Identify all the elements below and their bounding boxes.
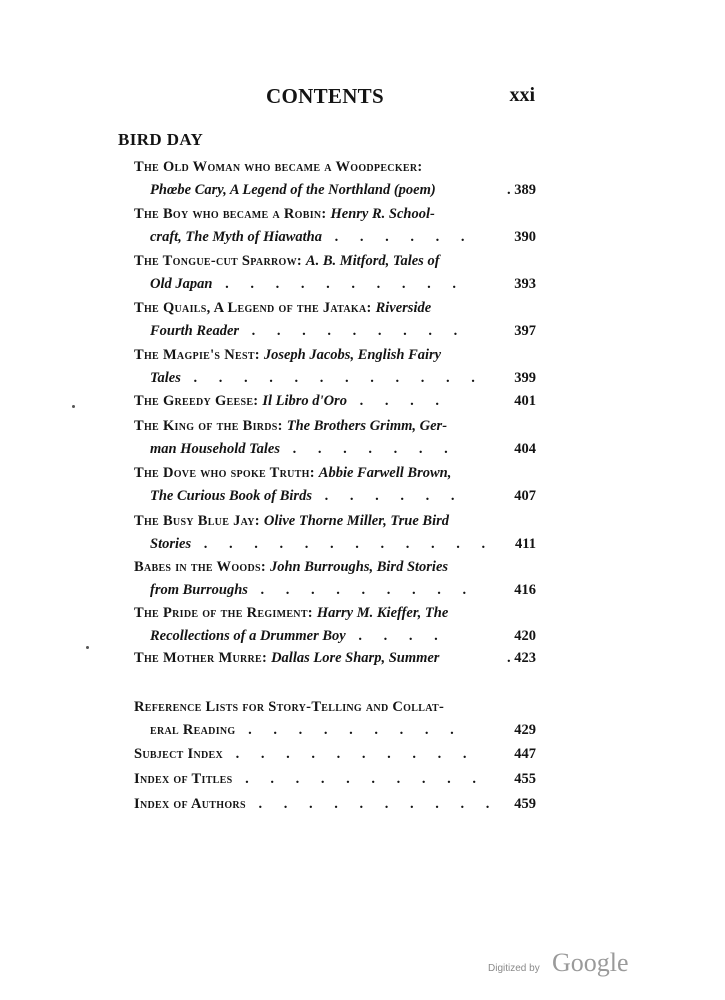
entry-source: Il Libro d'Oro — [262, 393, 347, 409]
page-number: 455 — [510, 768, 536, 791]
page-number: 399 — [510, 367, 536, 390]
toc-entry-line — [134, 297, 536, 320]
entry-title: The Busy Blue Jay: — [134, 513, 264, 529]
page-number: 416 — [510, 579, 536, 602]
entry-title: The Mother Murre: — [134, 650, 272, 666]
page-number: 447 — [510, 743, 536, 766]
entry-title: eral Reading — [150, 722, 236, 738]
toc-entry — [134, 390, 536, 413]
toc-entry-continuation — [134, 579, 536, 602]
leader-dots: . . . . . . — [322, 229, 474, 245]
leader-dots: . . . . . . . . . . — [223, 746, 476, 762]
toc-entry — [134, 768, 536, 791]
toc-entry-line — [134, 556, 536, 579]
entry-source: Henry R. School- — [330, 206, 435, 222]
toc-entry — [134, 793, 536, 816]
toc-entry-line — [134, 250, 536, 273]
entry-title: Reference Lists for Story-Telling and Collat- — [134, 699, 445, 715]
toc-entry-line — [134, 156, 536, 179]
toc-entry-continuation — [134, 179, 536, 202]
running-head-title: CONTENTS — [266, 84, 384, 108]
section-heading: BIRD DAY — [118, 130, 204, 149]
leader-dots: . . . . . . . — [280, 441, 457, 457]
toc-entry — [134, 297, 536, 343]
toc-entry-line — [134, 743, 536, 766]
entry-source: Old Japan — [150, 276, 213, 292]
running-head — [0, 84, 725, 110]
toc-entry — [134, 415, 536, 461]
page-number: 411 — [511, 533, 536, 556]
toc-entry-line — [134, 696, 536, 719]
toc-entry — [134, 510, 536, 556]
leader-dots: . . . . . . . . . — [247, 582, 476, 598]
toc-entry-line — [134, 390, 536, 413]
entry-source: Phœbe Cary, A Legend of the Northland (poem) — [150, 182, 436, 198]
leader-dots: . . . . . . . . . — [235, 722, 463, 738]
toc-entry-line — [134, 602, 536, 625]
page-number: 397 — [510, 320, 536, 343]
toc-entry-line — [134, 415, 536, 438]
toc-entry — [134, 743, 536, 766]
entry-source: John Burroughs, Bird Stories — [269, 559, 449, 575]
page-number: 407 — [510, 485, 536, 508]
leader-dots: . . . . . . . . . — [239, 323, 467, 339]
leader-dots: . . . . . . . . . . — [212, 276, 465, 292]
entry-source: craft, The Myth of Hiawatha — [150, 229, 322, 245]
entry-title: Subject Index — [134, 746, 224, 762]
leader-dots: . . . . . . . . . . — [245, 796, 499, 812]
leader-dots: . . . . — [346, 393, 448, 409]
entry-source: Joseph Jacobs, English Fairy — [263, 347, 442, 363]
entry-title: The Magpie's Nest: — [134, 347, 264, 363]
toc-entry — [134, 250, 536, 296]
entry-title: The Tongue-cut Sparrow: — [134, 253, 306, 269]
toc-entry-continuation — [134, 367, 536, 390]
page-number: 404 — [510, 438, 536, 461]
entry-title: The Boy who became a Robin: — [134, 206, 331, 222]
entry-source: Dallas Lore Sharp, Summer — [271, 650, 440, 666]
entry-title: Index of Authors — [134, 796, 246, 812]
leader-dots: . . . . — [345, 628, 447, 644]
leader-dots: . . . . . . . . . . . . — [180, 370, 484, 386]
digitized-by-google-watermark — [488, 948, 648, 980]
entry-title: Babes in the Woods: — [134, 559, 270, 575]
leader-dots: . . . . . . . . . . . . — [191, 536, 495, 552]
toc-entry-continuation — [134, 226, 536, 249]
entry-source: Recollections of a Drummer Boy — [150, 628, 346, 644]
toc-entry-line — [134, 462, 536, 485]
toc-entry-continuation — [134, 533, 536, 556]
leader-dots: . . . . . . — [311, 488, 464, 504]
scan-speck — [86, 646, 89, 649]
toc-entry-continuation — [134, 273, 536, 296]
toc-entry-line — [134, 510, 536, 533]
toc-entry — [134, 602, 536, 648]
entry-title: The Pride of the Regiment: — [134, 605, 317, 621]
entry-source: Stories — [150, 536, 192, 552]
leader-dots: . . . . . . . . . . — [232, 771, 485, 787]
entry-source: The Curious Book of Birds — [150, 488, 312, 504]
toc-entry — [134, 696, 536, 742]
toc-entry-continuation — [134, 485, 536, 508]
page-number: 393 — [510, 273, 536, 296]
toc-entry-continuation — [134, 719, 536, 742]
page-number: 420 — [510, 625, 536, 648]
entry-title: The King of the Birds: — [134, 418, 287, 434]
toc-entry — [134, 344, 536, 390]
page-number: 401 — [510, 390, 536, 413]
google-logo: Google — [552, 948, 629, 977]
entry-source: from Burroughs — [150, 582, 248, 598]
entry-source: Riverside — [375, 300, 432, 316]
toc-entry-line — [134, 203, 536, 226]
entry-source: The Brothers Grimm, Ger- — [286, 418, 448, 434]
entry-title: Index of Titles — [134, 771, 233, 787]
entry-title: The Dove who spoke Truth: — [134, 465, 319, 481]
entry-source: man Household Tales — [150, 441, 280, 457]
page-number: 390 — [510, 226, 536, 249]
toc-entry-line — [134, 647, 536, 670]
entry-source: Harry M. Kieffer, The — [316, 605, 449, 621]
entry-title: The Quails, A Legend of the Jataka: — [134, 300, 376, 316]
toc-entry — [134, 647, 536, 670]
page-number: . 423 — [503, 647, 536, 670]
entry-source: A. B. Mitford, Tales of — [305, 253, 440, 269]
toc-entry-continuation — [134, 438, 536, 461]
entry-title: The Old Woman who became a Woodpecker: — [134, 159, 423, 175]
entry-source: Olive Thorne Miller, True Bird — [263, 513, 449, 529]
toc-entry — [134, 156, 536, 202]
entry-source: Abbie Farwell Brown, — [318, 465, 452, 481]
toc-entry — [134, 203, 536, 249]
watermark-prefix: Digitized by — [488, 963, 540, 974]
toc-entry — [134, 556, 536, 602]
toc-entry-line — [134, 768, 536, 791]
toc-entry-line — [134, 344, 536, 367]
toc-entry-continuation — [134, 625, 536, 648]
page-number: . 389 — [503, 179, 536, 202]
scan-speck — [72, 405, 75, 408]
entry-title: The Greedy Geese: — [134, 393, 263, 409]
running-head-page-number: xxi — [509, 84, 535, 106]
entry-source: Tales — [150, 370, 181, 386]
toc-entry-continuation — [134, 320, 536, 343]
entry-source: Fourth Reader — [150, 323, 240, 339]
toc-entry — [134, 462, 536, 508]
toc-entry-line — [134, 793, 536, 816]
page-number: 459 — [510, 793, 536, 816]
page-number: 429 — [510, 719, 536, 742]
